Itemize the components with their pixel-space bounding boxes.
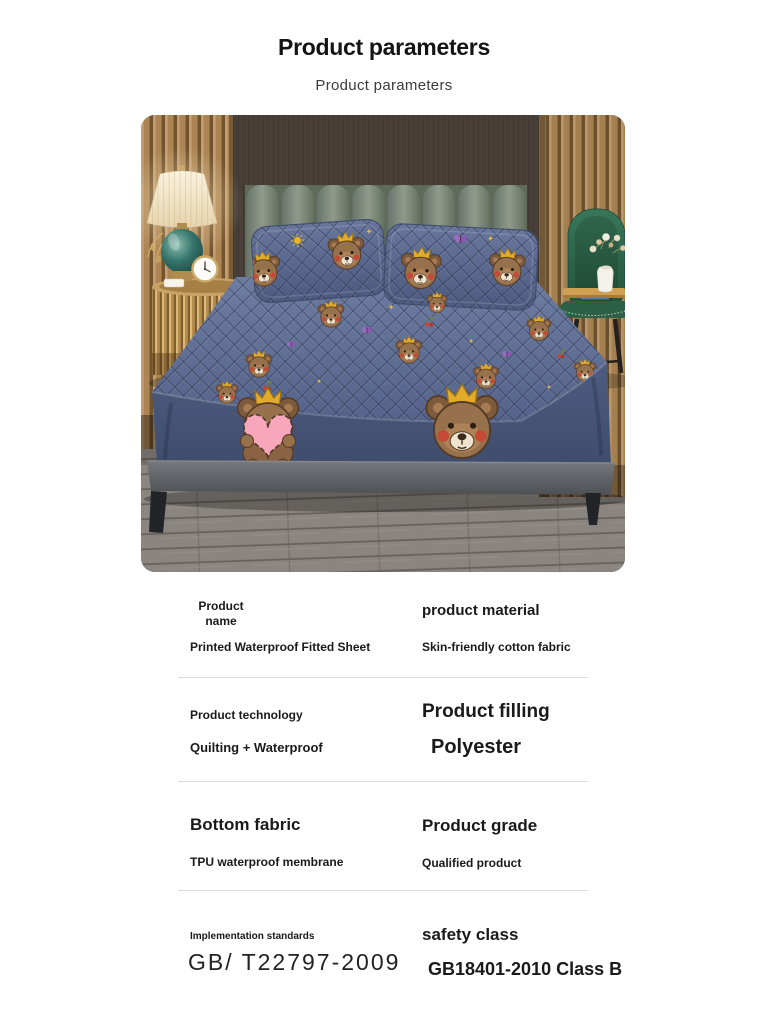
page-subtitle: Product parameters	[315, 77, 453, 94]
param-label-bottom-fabric: Bottom fabric	[190, 815, 301, 834]
product-photo	[141, 115, 625, 572]
param-value-product-technology: Quilting + Waterproof	[190, 740, 323, 755]
page-title: Product parameters	[278, 34, 490, 60]
alarm-clock	[193, 257, 218, 282]
param-value-bottom-fabric: TPU waterproof membrane	[190, 855, 344, 869]
param-value-implementation-standards: GB/ T22797-2009	[188, 949, 401, 975]
param-value-product-filling: Polyester	[431, 736, 522, 758]
param-value-product-name: Printed Waterproof Fitted Sheet	[190, 640, 371, 654]
param-label-product-material: product material	[422, 602, 540, 619]
row-divider	[178, 677, 588, 678]
pillow-right	[383, 223, 539, 311]
param-label-product-filling: Product filling	[422, 701, 550, 722]
param-label-product-technology: Product technology	[190, 708, 303, 722]
bedroom-scene-illustration	[141, 115, 625, 572]
param-label-implementation-standards: Implementation standards	[190, 931, 315, 942]
bear-heart-print	[238, 388, 299, 471]
param-value-product-grade: Qualified product	[422, 856, 522, 870]
param-label-product-grade: Product grade	[422, 816, 538, 835]
pillow-left	[244, 218, 388, 303]
row-divider	[178, 781, 588, 782]
param-label-product-name: Product name	[198, 599, 244, 628]
row-divider	[178, 890, 588, 891]
param-label-safety-class: safety class	[422, 925, 519, 944]
param-value-safety-class: GB18401-2010 Class B	[428, 959, 623, 979]
bed-frame	[147, 461, 615, 495]
remote-box	[164, 279, 184, 287]
param-value-product-material: Skin-friendly cotton fabric	[422, 640, 571, 654]
